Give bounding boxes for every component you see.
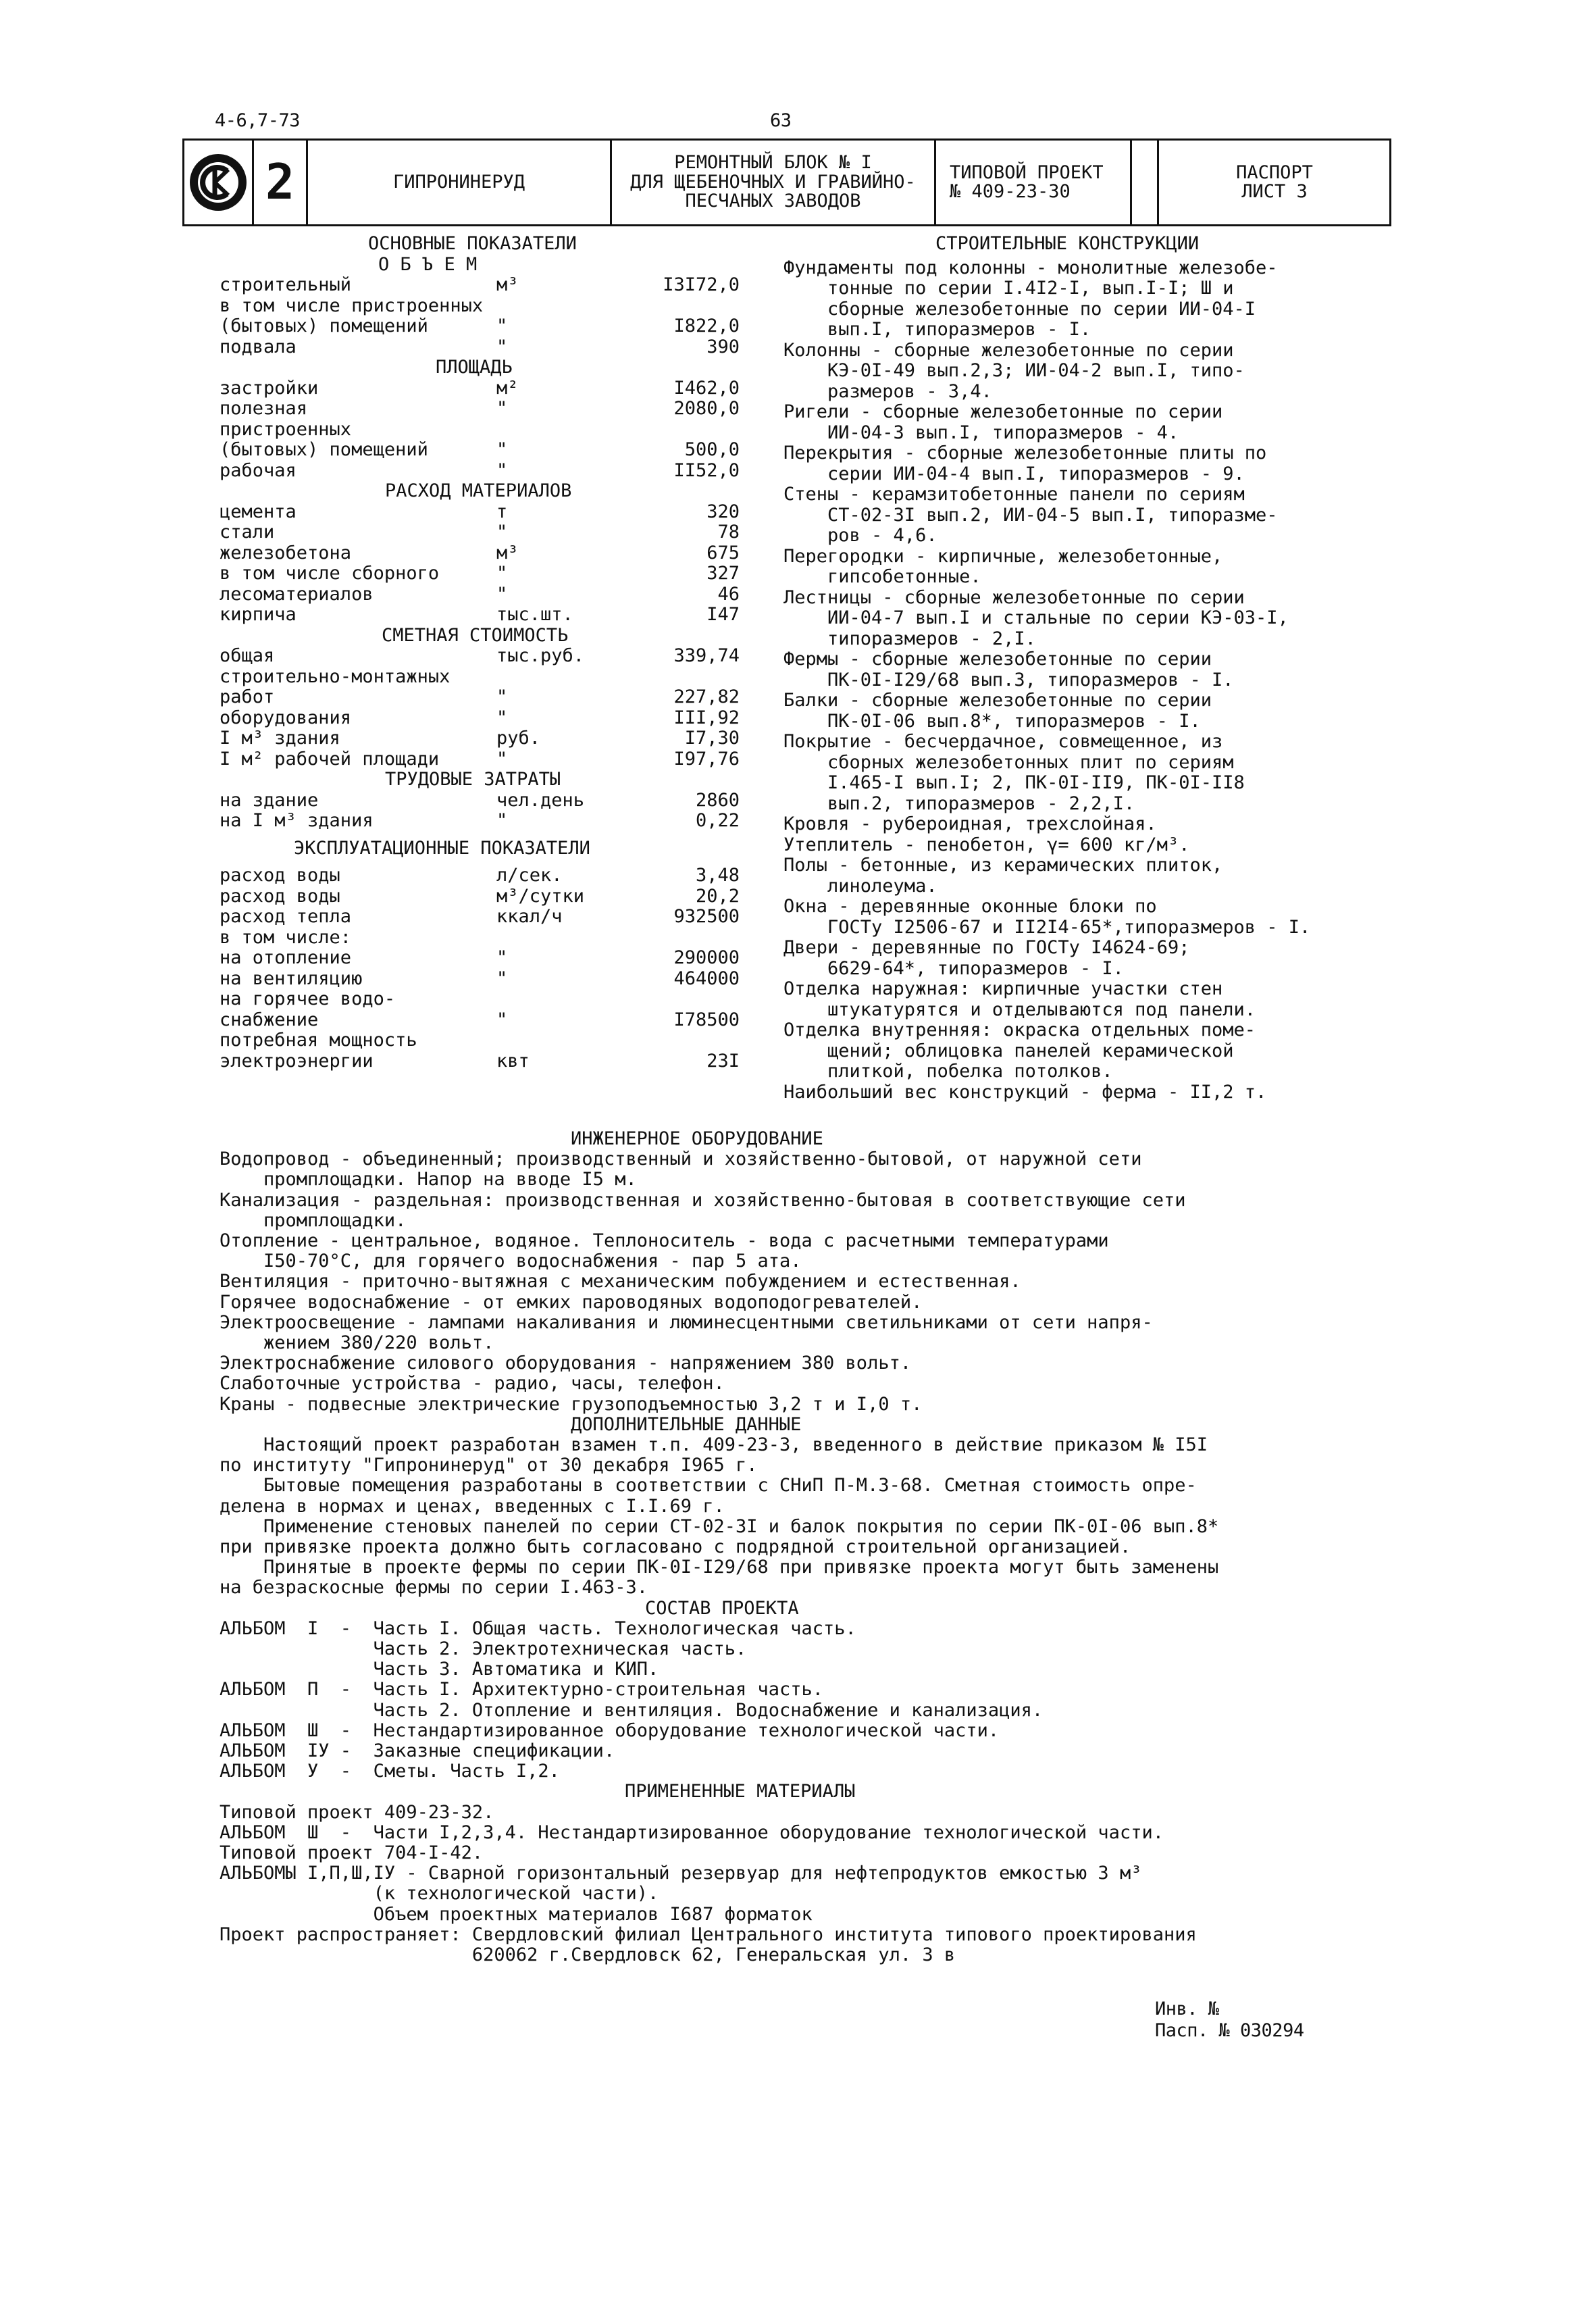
construction-line: ров - 4,6. [783,525,937,546]
indicator-value: 78 [717,522,740,543]
indicator-value: 327 [706,563,740,584]
composition-line: Часть 2. Электротехническая часть. [220,1638,747,1659]
additional-line: Настоящий проект разработан взамен т.п. 409-23-3, введенного в действие приказом № I5I [220,1434,1208,1455]
indicator-value: I7,30 [684,728,740,749]
engineering-line: промплощадки. Напор на вводе I5 м. [220,1169,637,1190]
construction-line: сборных железобетонных плит по сериям [783,751,1234,773]
indicator-value: 290000 [673,947,740,968]
indicator-unit: ккал/ч [496,906,563,927]
indicator-unit: " [496,686,508,707]
logo-emblem-icon [188,152,249,213]
indicator-value: 500,0 [684,439,740,460]
indicator-value: 2860 [695,789,740,811]
indicator-label: (бытовых) помещений [220,439,428,460]
title-block [182,139,1391,226]
section-title: ИНЖЕНЕРНОЕ ОБОРУДОВАНИЕ [571,1128,823,1149]
indicator-value: I47 [706,604,740,625]
indicator-value: 464000 [673,967,740,989]
section-title: СМЕТНАЯ СТОИМОСТЬ [382,624,569,646]
composition-line: Часть 3. Автоматика и КИП. [220,1659,659,1680]
indicator-unit: м³/сутки [496,885,585,907]
construction-line: размеров - 3,4. [783,380,992,402]
indicator-unit: " [496,1009,508,1030]
company-logo [184,141,252,224]
construction-line: Перекрытия - сборные железобетонные плиты по [783,443,1267,463]
header-gap [1130,141,1157,224]
construction-line: Ригели - сборные железобетонные по серии [783,401,1223,422]
engineering-line: жением 380/220 вольт. [220,1332,494,1353]
engineering-line: Горячее водоснабжение - от емких пароводяных водоподогревателей. [220,1291,923,1313]
indicator-value: II52,0 [673,459,740,481]
additional-line: при привязке проекта должно быть согласовано с подрядной строительной организацией. [220,1536,1131,1557]
construction-line: Колонны - сборные железобетонные по серии [783,339,1234,361]
section-title: ОСНОВНЫЕ ПОКАЗАТЕЛИ [368,233,577,254]
construction-line: вып.2, типоразмеров - 2,2,I. [783,793,1135,814]
construction-line: Кровля - рубероидная, трехслойная. [783,813,1157,834]
indicator-label: расход воды [220,885,340,907]
construction-line: ГОСТу I2506-67 и II2I4-65*,типоразмеров - I. [783,916,1311,938]
construction-line: Стены - керамзитобетонные панели по сериям [783,484,1245,505]
indicator-unit: " [496,336,508,357]
engineering-line: I50-70°С, для горячего водоснабжения - пар 5 ата. [220,1251,802,1272]
indicator-unit: руб. [496,728,541,749]
organization-name: ГИПРОНИНЕРУД [306,141,610,224]
indicator-label: подвала [220,336,297,357]
indicator-unit: т [496,501,508,522]
construction-line: 6629-64*, типоразмеров - I. [783,957,1124,979]
construction-line: Отделка наружная: кирпичные участки стен [783,978,1223,999]
construction-line: типоразмеров - 2,I. [783,628,1036,649]
construction-line: Перегородки - кирпичные, железобетонные, [783,545,1223,567]
construction-line: Двери - деревянные по ГОСТу I4624-69; [783,937,1190,958]
applied-line: АЛЬБОМ Ш - Части I,2,3,4. Нестандартизированное оборудование технологической части. [220,1821,1164,1843]
indicator-value: 675 [706,542,740,563]
indicator-value: III,92 [673,707,740,728]
construction-line: вып.I, типоразмеров - I. [783,319,1091,340]
indicator-value: 46 [717,583,740,605]
indicator-label: на отопление [220,947,352,968]
construction-line: СТ-02-3I вып.2, ИИ-04-5 вып.I, типоразме- [783,504,1278,526]
composition-line: АЛЬБОМ П - Часть I. Архитектурно-строительная часть. [220,1679,824,1701]
indicator-value: 932500 [673,906,740,927]
page-code: 4-6,7-73 [215,110,301,131]
indicator-label: оборудования [220,707,352,728]
composition-line: АЛЬБОМ Ш - Нестандартизированное оборудование технологической части. [220,1719,1000,1741]
applied-line: Типовой проект 409-23-32. [220,1801,494,1823]
construction-line: ИИ-04-3 вып.I, типоразмеров - 4. [783,422,1179,443]
composition-line: АЛЬБОМ IУ - Заказные спецификации. [220,1740,615,1761]
section-title: СТРОИТЕЛЬНЫЕ КОНСТРУКЦИИ [935,233,1200,254]
indicator-label: застройки [220,377,319,399]
construction-line: I.465-I вып.I; 2, ПК-0I-II9, ПК-0I-II8 [783,772,1245,793]
project-title: РЕМОНТНЫЙ БЛОК № I ДЛЯ ЩЕБЕНОЧНЫХ И ГРАВИЙНО- ПЕСЧАНЫХ ЗАВОДОВ [610,141,934,224]
indicator-label: I м² рабочей площади [220,748,440,770]
indicator-label: кирпича [220,604,297,625]
indicator-unit: тыс.шт. [496,604,573,625]
indicator-unit: " [496,563,508,584]
section-title: ТРУДОВЫЕ ЗАТРАТЫ [385,769,561,790]
construction-line: гипсобетонные. [783,566,981,587]
indicator-value: I822,0 [673,316,740,336]
construction-line: ПК-0I-06 вып.8*, типоразмеров - I. [783,710,1201,732]
construction-line: ПК-0I-I29/68 вып.3, типоразмеров - I. [783,669,1234,690]
indicator-value: 227,82 [673,686,740,707]
applied-line: Объем проектных материалов I687 форматок [220,1903,813,1925]
applied-line: 620062 г.Свердловск 62, Генеральская ул. 3 в [220,1944,956,1965]
indicator-unit: чел.день [496,789,585,811]
indicator-label: в том числе: [220,926,352,948]
indicator-unit: " [496,522,508,543]
page-number: 63 [770,110,792,131]
indicator-value: 2080,0 [673,398,740,419]
construction-line: тонные по серии I.4I2-I, вып.I-I; Ш и [783,278,1234,299]
section-title: СОСТАВ ПРОЕКТА [645,1597,799,1619]
passport-number: Пасп. № 030294 [1155,2020,1304,2041]
section-title: ДОПОЛНИТЕЛЬНЫЕ ДАННЫЕ [571,1413,802,1435]
construction-line: плиткой, побелка потолков. [783,1061,1113,1082]
construction-line: Наибольший вес конструкций - ферма - II,2 т. [783,1081,1267,1103]
indicator-label: расход тепла [220,906,352,927]
section-title: О Б Ъ Е М [378,253,478,275]
additional-line: Бытовые помещения разработаны в соответствии с СНиП П-М.3-68. Сметная стоимость опре- [220,1475,1197,1496]
passport-sheet: ПАСПОРТ ЛИСТ 3 [1157,141,1390,224]
indicator-label: полезная [220,398,308,419]
construction-line: линолеума. [783,875,937,897]
indicator-label: строительный [220,274,352,295]
indicator-label: расход воды [220,865,340,886]
indicator-label: работ [220,686,275,707]
indicator-unit: м³ [496,542,519,563]
indicator-value: 3,48 [695,865,740,886]
indicator-value: I78500 [673,1009,740,1030]
additional-line: Принятые в проекте фермы по серии ПК-0I-I29/68 при привязке проекта могут быть заменены [220,1557,1219,1578]
construction-line: Фермы - сборные железобетонные по серии [783,649,1212,670]
indicator-unit: " [496,316,508,336]
indicator-label: на горячее водо- [220,988,396,1009]
indicator-unit: " [496,707,508,728]
additional-line: по институту "Гипронинеруд" от 30 декабря I965 г. [220,1455,758,1476]
indicator-label: цемента [220,501,297,522]
indicator-unit: " [496,748,508,770]
composition-line: АЛЬБОМ У - Сметы. Часть I,2. [220,1761,560,1782]
indicator-label: пристроенных [220,418,352,440]
applied-line: Проект распространяет: Свердловский филиал Центрального института типового проектирования [220,1923,1197,1945]
indicator-unit: " [496,439,508,460]
engineering-line: Отопление - центральное, водяное. Теплоноситель - вода с расчетными температурами [220,1230,1109,1251]
composition-line: АЛЬБОМ I - Часть I. Общая часть. Технологическая часть. [220,1617,856,1639]
construction-line: КЭ-0I-49 вып.2,3; ИИ-04-2 вып.I, типо- [783,360,1245,381]
indicator-label: рабочая [220,459,297,481]
applied-line: АЛЬБОМЫ I,П,Ш,IУ - Сварной горизонтальный резервуар для нефтепродуктов емкостью 3 м³ [220,1863,1142,1884]
indicator-unit: " [496,947,508,968]
indicator-value: 320 [706,501,740,522]
construction-line: Лестницы - сборные железобетонные по серии [783,586,1245,608]
additional-line: на безраскосные фермы по серии I.463-3. [220,1577,648,1599]
indicator-unit: квт [496,1050,530,1072]
indicator-label: в том числе пристроенных [220,295,484,316]
indicator-label: потребная мощность [220,1030,417,1051]
indicator-unit: тыс.руб. [496,645,585,666]
indicator-value: 0,22 [695,810,740,831]
indicator-unit: " [496,398,508,419]
project-number: ТИПОВОЙ ПРОЕКТ № 409-23-30 [934,141,1130,224]
indicator-label: в том числе сборного [220,563,440,584]
construction-line: Отделка внутренняя: окраска отдельных поме- [783,1020,1256,1040]
applied-line: (к технологической части). [220,1883,659,1905]
engineering-line: Канализация - раздельная: производственная и хозяйственно-бытовая в соответствующие сети [220,1189,1186,1211]
indicator-value: I97,76 [673,748,740,770]
indicator-label: железобетона [220,542,352,563]
indicator-value: I462,0 [673,377,740,399]
indicator-label: на I м³ здания [220,810,374,831]
construction-line: ИИ-04-7 вып.I и стальные по серии КЭ-03-I, [783,607,1289,628]
construction-line: штукатурятся и отделываются под панели. [783,999,1256,1020]
construction-line: серии ИИ-04-4 вып.I, типоразмеров - 9. [783,463,1245,484]
indicator-label: электроэнергии [220,1050,374,1072]
indicator-value: 339,74 [673,645,740,666]
indicator-value: 23I [706,1050,740,1072]
construction-line: Утеплитель - пенобетон, γ= 600 кг/м³. [783,834,1190,855]
indicator-label: (бытовых) помещений [220,316,428,336]
indicator-value: 20,2 [695,885,740,907]
section-title: ЭКСПЛУАТАЦИОННЫЕ ПОКАЗАТЕЛИ [294,837,590,859]
inventory-number: Инв. № [1155,1998,1219,2019]
indicator-unit: " [496,459,508,481]
construction-line: Окна - деревянные оконные блоки по [783,896,1157,917]
indicator-unit: " [496,967,508,989]
section-title: ПРИМЕНЕННЫЕ МАТЕРИАЛЫ [625,1781,856,1803]
engineering-line: Водопровод - объединенный; производственный и хозяйственно-бытовой, от наружной сети [220,1149,1142,1170]
indicator-unit: " [496,583,508,605]
section-title: ПЛОЩАДЬ [436,357,513,378]
composition-line: Часть 2. Отопление и вентиляция. Водоснабжение и канализация. [220,1699,1044,1721]
indicator-value: 390 [706,336,740,357]
section-title: РАСХОД МАТЕРИАЛОВ [385,480,572,501]
engineering-line: Вентиляция - приточно-вытяжная с механическим побуждением и естественная. [220,1271,1021,1292]
indicator-label: снабжение [220,1009,319,1030]
indicator-value: I3I72,0 [663,274,740,295]
construction-line: Балки - сборные железобетонные по серии [783,690,1212,711]
engineering-line: промплощадки. [220,1209,407,1231]
construction-line: Покрытие - бесчердачное, совмещенное, из [783,731,1223,752]
construction-line: сборные железобетонные по серии ИИ-04-I [783,298,1256,320]
additional-line: Применение стеновых панелей по серии СТ-02-3I и балок покрытия по серии ПК-0I-06 вып.8* [220,1515,1219,1537]
indicator-unit: л/сек. [496,865,563,886]
applied-line: Типовой проект 704-I-42. [220,1842,484,1863]
indicator-label: общая [220,645,275,666]
engineering-line: Слаботочные устройства - радио, часы, телефон. [220,1373,725,1394]
indicator-label: лесоматериалов [220,583,374,605]
construction-line: щений; облицовка панелей керамической [783,1040,1234,1061]
construction-line: Полы - бетонные, из керамических плиток, [783,855,1223,876]
indicator-unit: м³ [496,274,519,295]
indicator-label: на здание [220,789,319,811]
construction-line: Фундаменты под колонны - монолитные железобе- [783,257,1278,278]
indicator-label: строительно-монтажных [220,665,451,687]
engineering-line: Электроснабжение силового оборудования - напряжением 380 вольт. [220,1353,912,1374]
indicator-label: I м³ здания [220,728,340,749]
engineering-line: Краны - подвесные электрические грузоподъемностью 3,2 т и I,0 т. [220,1393,923,1415]
logo-number: 2 [252,141,306,224]
indicator-label: на вентиляцию [220,967,363,989]
indicator-label: стали [220,522,275,543]
additional-line: делена в нормах и ценах, введенных с I.I.69 г. [220,1495,725,1517]
indicator-unit: м² [496,377,519,399]
indicator-unit: " [496,810,508,831]
engineering-line: Электроосвещение - лампами накаливания и люминесцентными светильниками от сети напря- [220,1311,1153,1333]
